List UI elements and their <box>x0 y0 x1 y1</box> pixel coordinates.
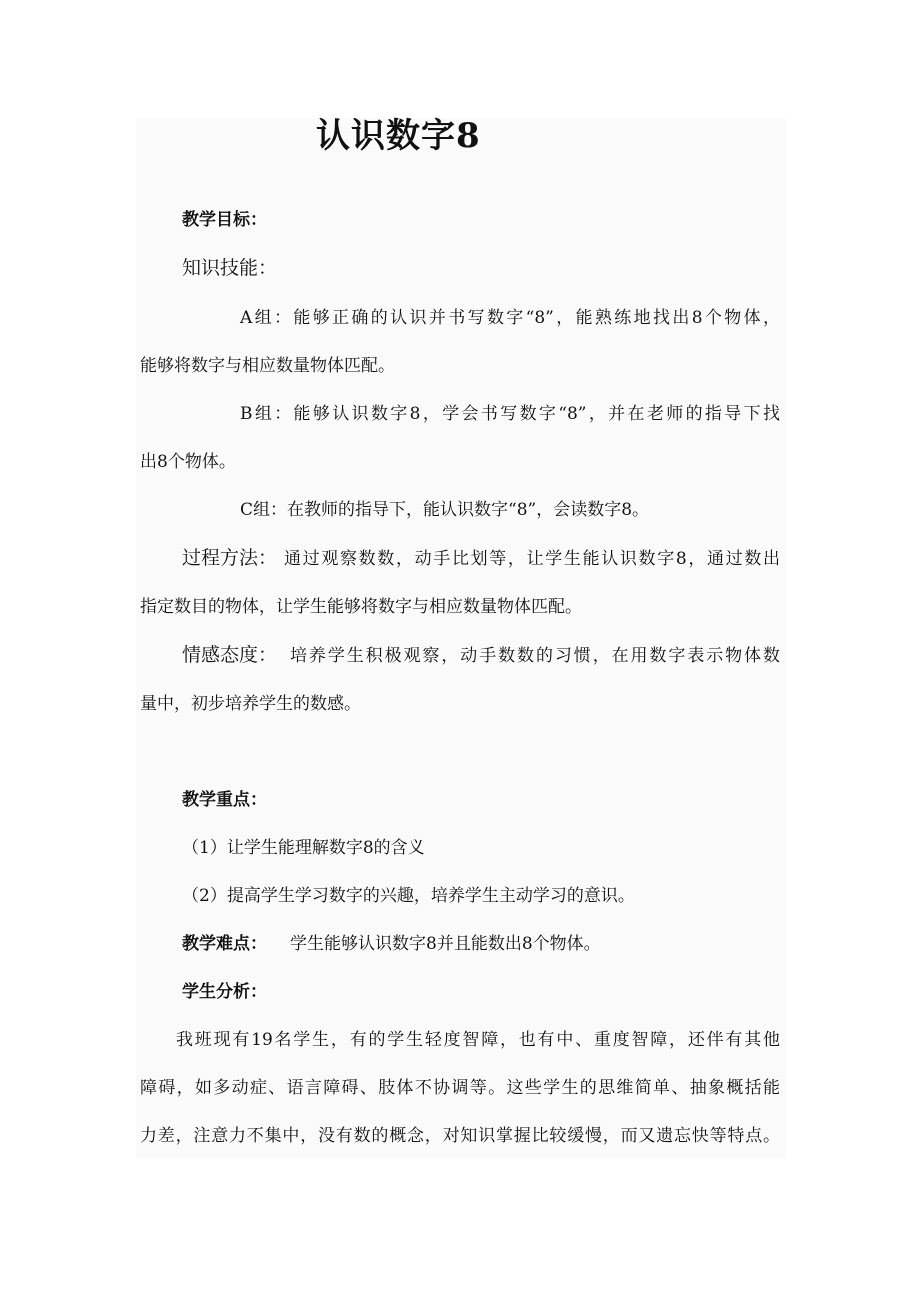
key-points-heading: 教学重点： <box>182 790 267 810</box>
group-a-line-1: A组：能够正确的认识并书写数字“8”，能熟练地找出8个物体， <box>240 308 780 328</box>
emotion-attitude-label: 情感态度： <box>182 644 278 666</box>
emotion-attitude-line-1: 培养学生积极观察，动手数数的习惯，在用数字表示物体数 <box>290 646 780 666</box>
student-analysis-line-3: 力差，注意力不集中，没有数的概念，对知识掌握比较缓慢，而又遗忘快等特点。 <box>140 1126 780 1146</box>
teaching-goals-heading: 教学目标： <box>182 210 267 230</box>
student-analysis-heading: 学生分析： <box>182 982 267 1002</box>
group-a-line-2: 能够将数字与相应数量物体匹配。 <box>140 356 395 376</box>
student-analysis-line-1: 我班现有19名学生，有的学生轻度智障，也有中、重度智障，还伴有其他 <box>176 1030 780 1050</box>
group-b-line-1: B组：能够认识数字8，学会书写数字“8”，并在老师的指导下找 <box>240 404 780 424</box>
student-analysis-line-2: 障碍，如多动症、语言障碍、肢体不协调等。这些学生的思维简单、抽象概括能 <box>140 1078 780 1098</box>
group-c-line: C组：在教师的指导下，能认识数字“8”，会读数字8。 <box>240 500 650 520</box>
key-point-1: （1）让学生能理解数字8的含义 <box>182 838 425 858</box>
emotion-attitude-line-2: 量中，初步培养学生的数感。 <box>140 694 361 714</box>
difficulty-text: 学生能够认识数字8并且能数出8个物体。 <box>290 934 601 954</box>
knowledge-skills-label: 知识技能： <box>182 257 278 279</box>
difficulty-heading: 教学难点： <box>182 934 267 954</box>
document-title: 认识数字8 <box>316 116 481 156</box>
group-b-line-2: 出8个物体。 <box>140 452 236 472</box>
process-method-line-2: 指定数目的物体，让学生能够将数字与相应数量物体匹配。 <box>140 597 582 617</box>
key-point-2: （2）提高学生学习数字的兴趣，培养学生主动学习的意识。 <box>182 886 635 906</box>
process-method-label: 过程方法： <box>182 547 278 569</box>
process-method-line-1: 通过观察数数，动手比划等，让学生能认识数字8，通过数出 <box>284 549 780 569</box>
